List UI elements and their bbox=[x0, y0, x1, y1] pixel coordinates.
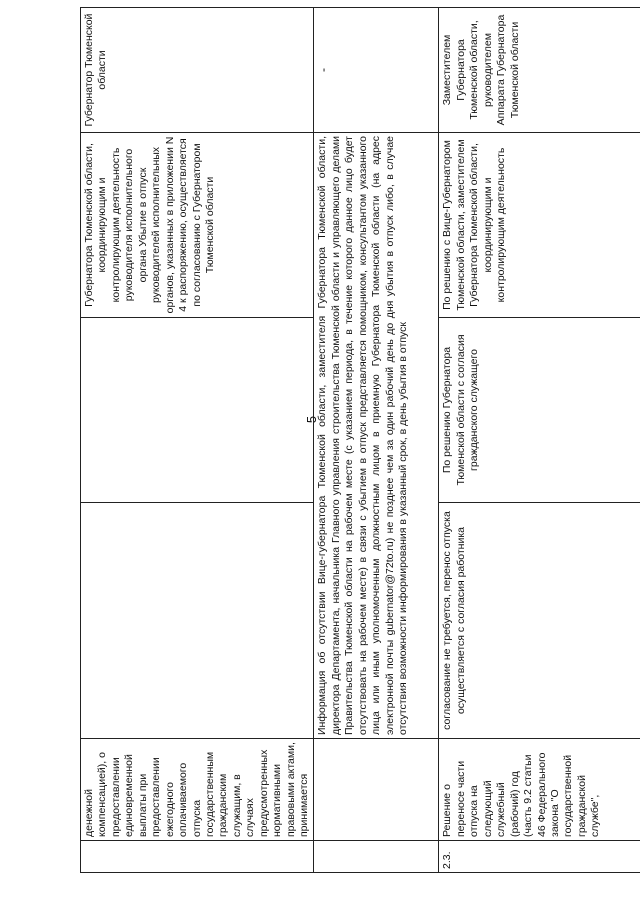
cell-responsible: Заместителем Губернатора Тюменской области, руководителем Аппарата Губернатора Тюменской области bbox=[439, 8, 640, 133]
table-row bbox=[439, 8, 640, 873]
cell-governor-decision bbox=[81, 318, 314, 503]
row-number: 2.3. bbox=[439, 841, 640, 873]
table-row bbox=[81, 8, 314, 873]
cell-approval: согласование не требуется, перенос отпуска осуществляется с согласия работника bbox=[439, 503, 640, 739]
cell-decision: денежной компенсацией), о предоставлении единовременной выплаты при предоставлении ежегодного оплачиваемого отпуска государственным гражданским служащим, в случаях предусмотренных нормативными правовыми актами, принимается bbox=[81, 739, 314, 841]
cell-vice-governor: По решению с Вице-Губернатором Тюменской области, заместителем Губернатора Тюменской области, координирующим и контролирующим деятельность bbox=[439, 133, 640, 318]
document-table bbox=[80, 7, 640, 873]
row-number bbox=[81, 841, 314, 873]
row-number bbox=[314, 841, 439, 873]
cell-dash: - bbox=[314, 8, 439, 133]
cell-governor-decision: По решению Губернатора Тюменской области с согласия гражданского служащего bbox=[439, 318, 640, 503]
cell-responsible: Губернатор Тюменской области bbox=[81, 8, 314, 133]
cell-vice-governor: Губернатора Тюменской области, координирующим и контролирующим деятельность руководителя исполнительного органа Убытие в отпуск руководителей исполнительных органов, указанных в приложении N 4 к распоряжению, осуществляется по согласованию с Губернатором Тюменской области bbox=[81, 133, 314, 318]
cell-approval bbox=[81, 503, 314, 739]
cell-merged-info: Информация об отсутствии Вице-губернатора Тюменской области, заместителя Губернатора Тюменской области, директора Департамента, начальника Главного управления строительства Тюменской области и управляющего делами Правительства Тюменской области на рабочем месте (с указанием периода, в течение которого данное лицо будет отсутствовать на рабочем месте) в связи с убытием в отпуск представляется помощником, консультантом указанного лица или иным уполномоченным должностным лицом в приемную Губернатора Тюменской области (на адрес электронной почты gubernator@72to.ru) не позднее чем за один рабочий день до дня убытия в отпуск либо, в случае отсутствия возможности информирования в указанный срок, в день убытия в отпуск bbox=[314, 133, 439, 739]
page-number: 5 bbox=[304, 415, 320, 424]
table-row bbox=[314, 8, 439, 873]
cell-decision: Решение о переносе части отпуска на следующий служебный (рабочий) год (часть 9.2 статьи 46 Федерального закона "О государственной гражданской службе", bbox=[439, 739, 640, 841]
cell-decision bbox=[314, 739, 439, 841]
